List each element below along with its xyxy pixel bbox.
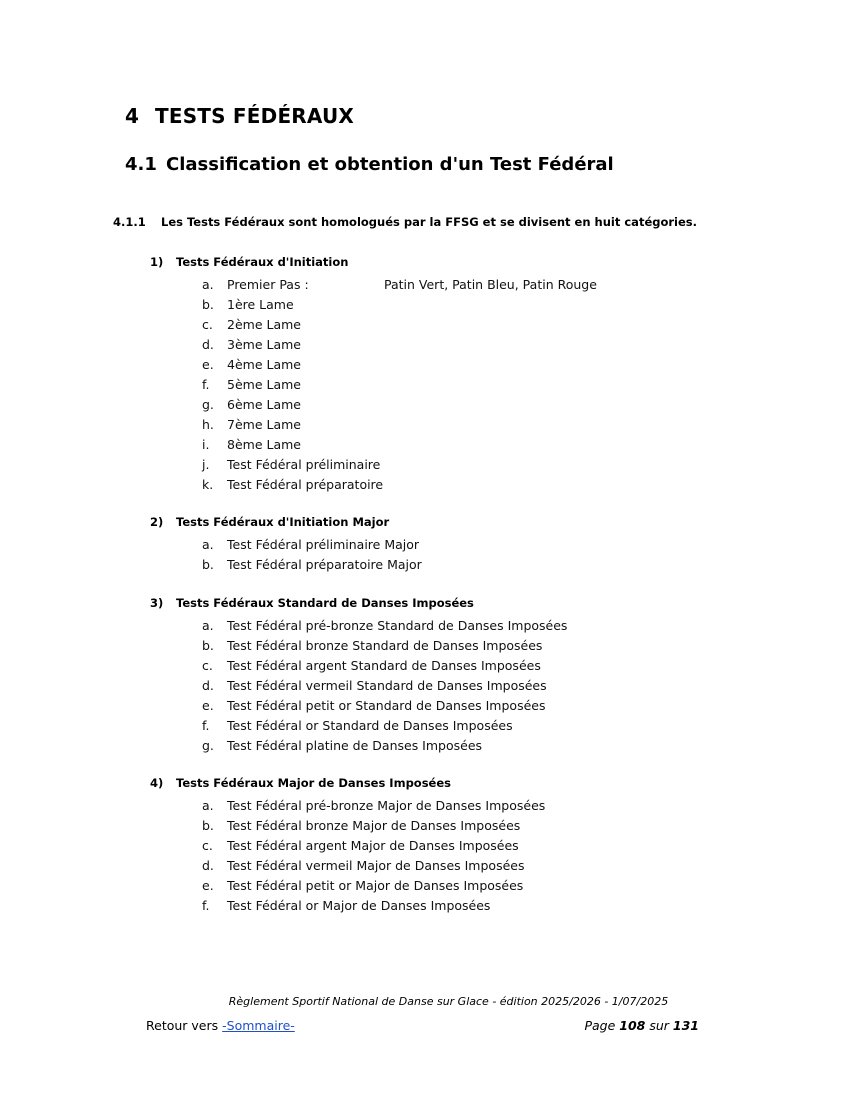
category-items [202, 535, 422, 575]
item-letter: a. [202, 537, 214, 552]
category-items [202, 616, 567, 756]
list-item [202, 555, 422, 575]
category-number: 4) [150, 776, 164, 790]
page-label: Page [584, 1018, 620, 1033]
item-letter: b. [202, 818, 214, 833]
section-title: Classification et obtention d'un Test Fédéral [166, 154, 614, 175]
item-letter: e. [202, 357, 214, 372]
list-item [202, 656, 567, 676]
item-text: Test Fédéral argent Major de Danses Imposées [227, 838, 519, 853]
list-item [202, 535, 422, 555]
item-letter: k. [202, 477, 214, 492]
section-number: 4.1 [125, 154, 157, 175]
item-text: Test Fédéral argent Standard de Danses Imposées [227, 658, 541, 673]
category-number: 1) [150, 255, 164, 269]
category-title [150, 776, 451, 790]
subsection-number: 4.1.1 [113, 215, 146, 229]
item-text: 4ème Lame [227, 357, 301, 372]
list-item [202, 455, 383, 475]
list-item [202, 415, 383, 435]
list-item [202, 696, 567, 716]
item-letter: a. [202, 277, 214, 292]
item-text: 6ème Lame [227, 397, 301, 412]
item-text: Test Fédéral préparatoire Major [227, 557, 422, 572]
item-letter: g. [202, 738, 214, 753]
item-text: Premier Pas : [227, 277, 309, 292]
category-number: 3) [150, 596, 164, 610]
list-item [202, 315, 383, 335]
item-text: Test Fédéral préliminaire Major [227, 537, 420, 552]
item-text: Test Fédéral bronze Standard de Danses Imposées [227, 638, 543, 653]
item-letter: a. [202, 798, 214, 813]
list-item [202, 896, 545, 916]
footer-title-text: Règlement Sportif National de Danse sur Glace - édition 2025/2026 - 1/07/2025 [228, 995, 669, 1008]
page-total: 131 [672, 1018, 699, 1033]
item-letter: d. [202, 678, 214, 693]
item-letter: c. [202, 658, 213, 673]
category-title [150, 596, 474, 610]
item-text: Test Fédéral or Major de Danses Imposées [227, 898, 491, 913]
back-prefix: Retour vers [146, 1018, 223, 1033]
category-label: Tests Fédéraux Standard de Danses Imposées [176, 596, 474, 610]
subsection-heading [113, 215, 697, 229]
category-number: 2) [150, 515, 164, 529]
item-letter: h. [202, 417, 214, 432]
list-item [202, 475, 383, 495]
item-text: 1ère Lame [227, 297, 294, 312]
item-text: 2ème Lame [227, 317, 301, 332]
item-text: Test Fédéral préparatoire [227, 477, 384, 492]
item-text: Test Fédéral platine de Danses Imposées [227, 738, 483, 753]
list-item [202, 796, 545, 816]
category-label: Tests Fédéraux d'Initiation Major [176, 515, 390, 529]
list-item [202, 616, 567, 636]
subsection-title: Les Tests Fédéraux sont homologués par la FFSG et se divisent en huit catégories. [161, 215, 698, 229]
list-item [202, 395, 383, 415]
chapter-heading [125, 104, 354, 128]
list-item [202, 375, 383, 395]
item-letter: i. [202, 437, 210, 452]
item-letter: d. [202, 337, 214, 352]
chapter-number: 4 [125, 104, 140, 128]
item-text: Test Fédéral petit or Major de Danses Imposées [227, 878, 524, 893]
footer-back-link-row [146, 1018, 295, 1033]
chapter-title: TESTS FÉDÉRAUX [155, 104, 355, 128]
section-heading [125, 154, 614, 175]
list-item [202, 355, 383, 375]
item-text: 8ème Lame [227, 437, 301, 452]
item-text: Test Fédéral bronze Major de Danses Imposées [227, 818, 521, 833]
category-items [202, 275, 597, 495]
item-letter: f. [202, 377, 210, 392]
list-item [202, 836, 545, 856]
list-item [202, 816, 545, 836]
list-item [202, 435, 383, 455]
item-letter: b. [202, 638, 214, 653]
item-letter: f. [202, 898, 210, 913]
item-text: Test Fédéral pré-bronze Major de Danses Imposées [227, 798, 546, 813]
list-item [202, 676, 567, 696]
item-text: Test Fédéral vermeil Major de Danses Imposées [227, 858, 525, 873]
item-letter: g. [202, 397, 214, 412]
item-extra: Patin Vert, Patin Bleu, Patin Rouge [384, 277, 597, 292]
item-text: Test Fédéral petit or Standard de Danses Imposées [227, 698, 546, 713]
item-letter: a. [202, 618, 214, 633]
item-letter: f. [202, 718, 210, 733]
item-letter: b. [202, 557, 214, 572]
list-item [202, 716, 567, 736]
summary-link[interactable]: -Sommaire- [222, 1018, 295, 1033]
category-items [202, 796, 545, 916]
item-letter: j. [202, 457, 210, 472]
item-text: Test Fédéral or Standard de Danses Imposées [227, 718, 513, 733]
list-item [202, 736, 567, 756]
item-letter: e. [202, 698, 214, 713]
page-current: 108 [619, 1018, 646, 1033]
item-text: 7ème Lame [227, 417, 301, 432]
item-text: Test Fédéral pré-bronze Standard de Danses Imposées [227, 618, 568, 633]
item-letter: e. [202, 878, 214, 893]
list-item [202, 636, 567, 656]
footer-document-title [0, 995, 857, 1008]
item-letter: c. [202, 838, 213, 853]
list-item [202, 856, 545, 876]
page-number [584, 1018, 699, 1033]
item-letter: b. [202, 297, 214, 312]
list-item [202, 295, 383, 315]
page-sep: sur [645, 1018, 673, 1033]
item-text: Test Fédéral vermeil Standard de Danses Imposées [227, 678, 547, 693]
category-label: Tests Fédéraux Major de Danses Imposées [176, 776, 451, 790]
list-item [202, 275, 597, 295]
category-title [150, 255, 348, 269]
item-text: 3ème Lame [227, 337, 301, 352]
category-title [150, 515, 389, 529]
list-item [202, 876, 545, 896]
category-label: Tests Fédéraux d'Initiation [176, 255, 349, 269]
item-letter: d. [202, 858, 214, 873]
item-letter: c. [202, 317, 213, 332]
item-text: Test Fédéral préliminaire [227, 457, 381, 472]
item-text: 5ème Lame [227, 377, 301, 392]
list-item [202, 335, 383, 355]
